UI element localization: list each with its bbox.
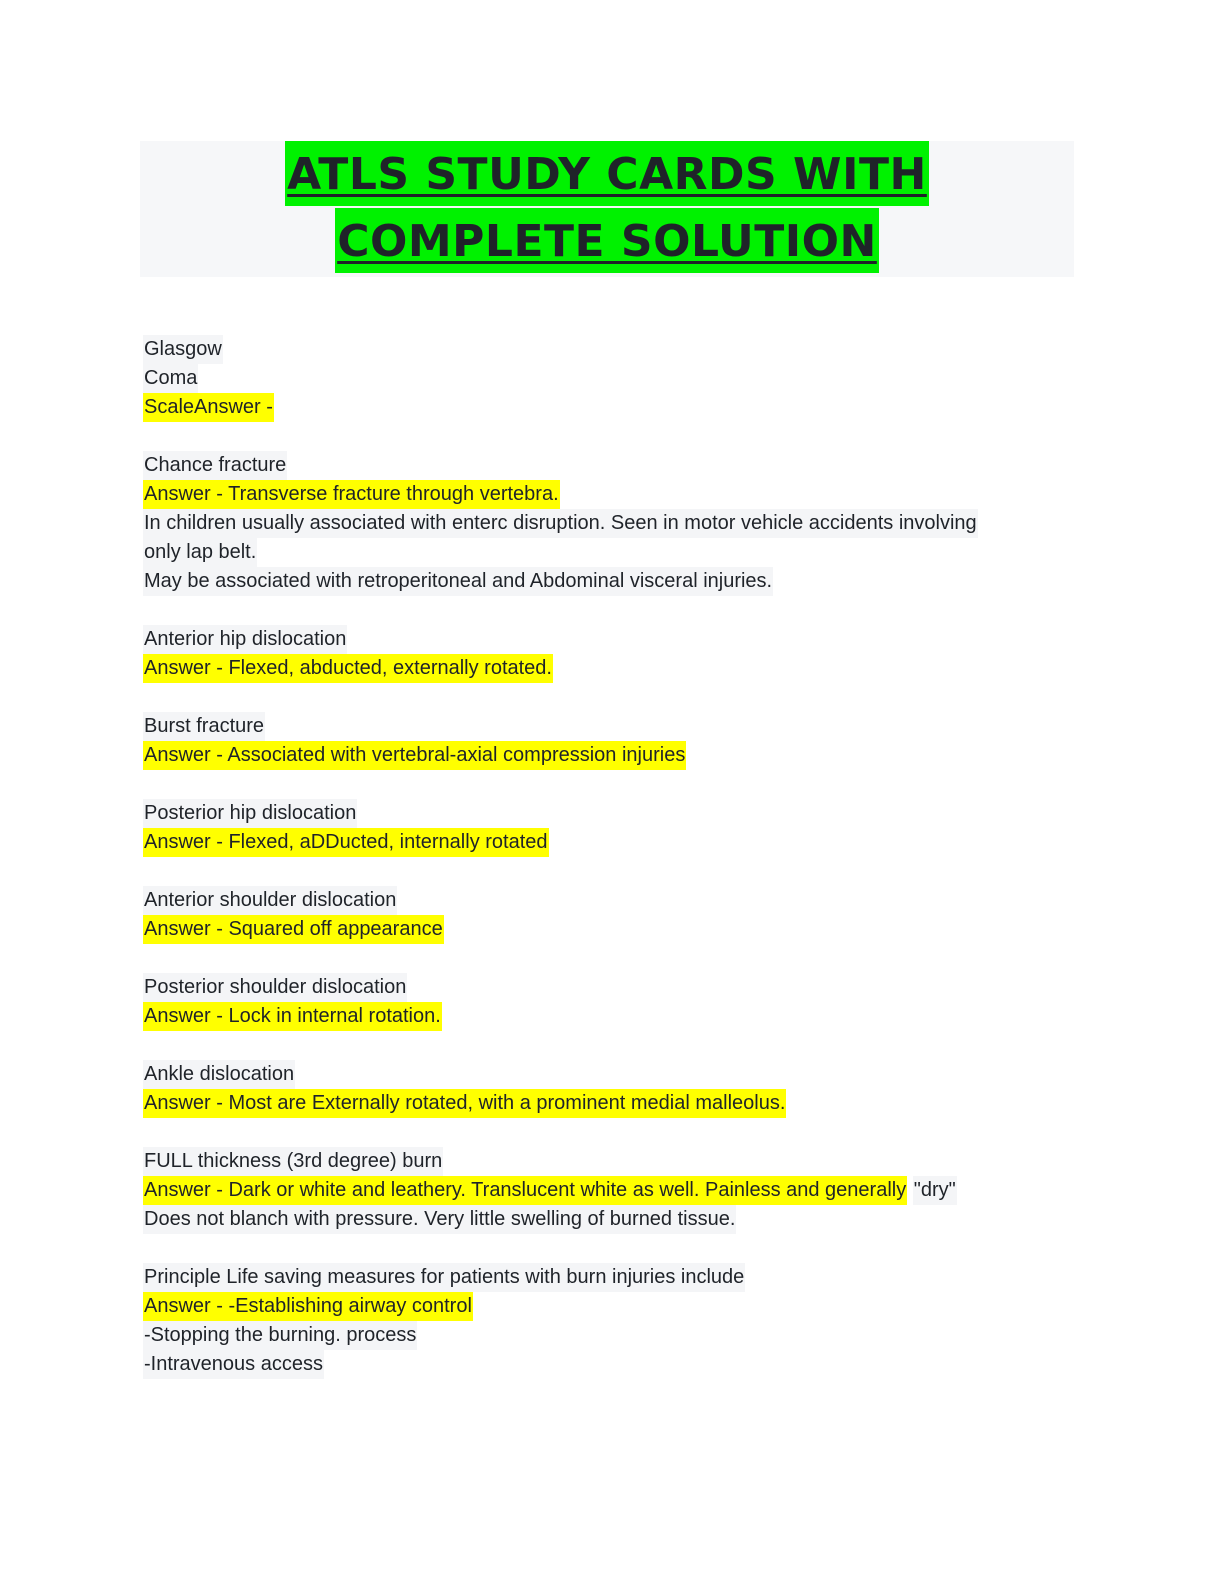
study-card bbox=[143, 973, 1083, 1031]
card-question: Principle Life saving measures for patients with burn injuries include bbox=[143, 1263, 745, 1292]
card-answer-detail: -Stopping the burning. process bbox=[143, 1321, 417, 1350]
study-card bbox=[143, 1263, 1083, 1379]
card-question: Anterior shoulder dislocation bbox=[143, 886, 397, 915]
card-answer: Answer - Lock in internal rotation. bbox=[143, 1002, 442, 1031]
card-answer: Answer - Associated with vertebral-axial compression injuries bbox=[143, 741, 686, 770]
title-line-2: COMPLETE SOLUTION bbox=[335, 208, 879, 273]
study-card bbox=[143, 799, 1083, 857]
card-answer-tail: "dry" bbox=[913, 1176, 957, 1205]
card-answer: Answer - Transverse fracture through vertebra. bbox=[143, 480, 560, 509]
study-card bbox=[143, 625, 1083, 683]
card-question: Posterior hip dislocation bbox=[143, 799, 357, 828]
study-card bbox=[143, 451, 1083, 596]
study-card bbox=[143, 886, 1083, 944]
card-answer: Answer - Most are Externally rotated, with a prominent medial malleolus. bbox=[143, 1089, 786, 1118]
card-answer: Answer - Squared off appearance bbox=[143, 915, 444, 944]
card-question: Posterior shoulder dislocation bbox=[143, 973, 407, 1002]
card-answer-detail: May be associated with retroperitoneal and Abdominal visceral injuries. bbox=[143, 567, 773, 596]
card-answer-detail: -Intravenous access bbox=[143, 1350, 324, 1379]
card-question: FULL thickness (3rd degree) burn bbox=[143, 1147, 443, 1176]
card-question: Burst fracture bbox=[143, 712, 265, 741]
card-answer-detail: In children usually associated with enterc disruption. Seen in motor vehicle accidents involving bbox=[143, 509, 978, 538]
card-answer: ScaleAnswer - bbox=[143, 393, 274, 422]
card-answer: Answer - Flexed, aDDucted, internally rotated bbox=[143, 828, 549, 857]
title-line-1: ATLS STUDY CARDS WITH bbox=[285, 141, 929, 206]
card-answer-detail: Does not blanch with pressure. Very little swelling of burned tissue. bbox=[143, 1205, 736, 1234]
document-title-block bbox=[140, 141, 1074, 277]
card-question: Glasgow bbox=[143, 335, 223, 364]
card-question: Chance fracture bbox=[143, 451, 287, 480]
card-question: Ankle dislocation bbox=[143, 1060, 295, 1089]
card-answer: Answer - -Establishing airway control bbox=[143, 1292, 473, 1321]
study-card bbox=[143, 712, 1083, 770]
study-cards bbox=[143, 335, 1083, 1379]
study-card bbox=[143, 1060, 1083, 1118]
study-card bbox=[143, 335, 1083, 422]
card-question: Anterior hip dislocation bbox=[143, 625, 347, 654]
card-answer-detail: only lap belt. bbox=[143, 538, 257, 567]
card-question: Coma bbox=[143, 364, 198, 393]
study-card bbox=[143, 1147, 1083, 1234]
card-answer: Answer - Flexed, abducted, externally rotated. bbox=[143, 654, 553, 683]
card-answer: Answer - Dark or white and leathery. Translucent white as well. Painless and generally bbox=[143, 1176, 907, 1205]
